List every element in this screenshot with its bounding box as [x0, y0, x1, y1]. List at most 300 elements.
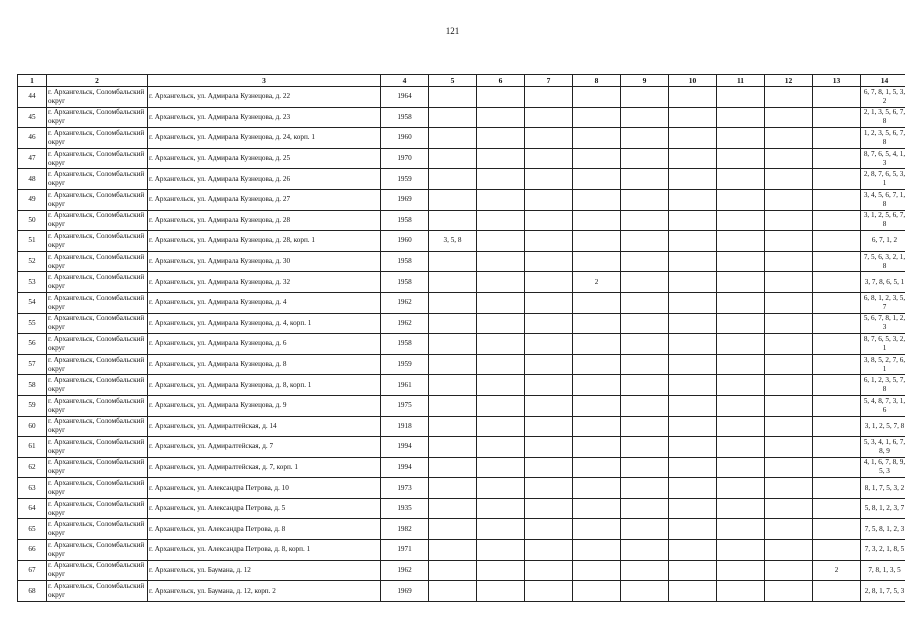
- col11-cell: [717, 169, 765, 190]
- col5-cell: [429, 334, 477, 355]
- col6-cell: [477, 540, 525, 561]
- col7-cell: [525, 107, 573, 128]
- year-cell: 1960: [381, 231, 429, 252]
- col8-cell: [573, 560, 621, 581]
- col13-cell: [813, 395, 861, 416]
- row-number: 66: [18, 540, 47, 561]
- col10-cell: [669, 334, 717, 355]
- col7-cell: [525, 272, 573, 293]
- table-row: [18, 416, 905, 437]
- col8-cell: [573, 478, 621, 499]
- col13-cell: [813, 87, 861, 108]
- col13-cell: [813, 169, 861, 190]
- address-cell: г. Архангельск, ул. Адмирала Кузнецова, д. 4: [148, 292, 381, 313]
- row-number: 48: [18, 169, 47, 190]
- col6-cell: [477, 87, 525, 108]
- row-number: 45: [18, 107, 47, 128]
- col14-cell: 8, 1, 7, 5, 3, 2: [861, 478, 905, 499]
- year-cell: 1959: [381, 354, 429, 375]
- col5-cell: [429, 87, 477, 108]
- col10-cell: [669, 457, 717, 478]
- district-cell: г. Архангельск, Соломбальский округ: [47, 210, 148, 231]
- row-number: 63: [18, 478, 47, 499]
- row-number: 57: [18, 354, 47, 375]
- column-header-8: 8: [573, 75, 621, 87]
- district-cell: г. Архангельск, Соломбальский округ: [47, 437, 148, 458]
- row-number: 44: [18, 87, 47, 108]
- col13-cell: [813, 498, 861, 519]
- col10-cell: [669, 375, 717, 396]
- col5-cell: [429, 540, 477, 561]
- col12-cell: [765, 560, 813, 581]
- col5-cell: 3, 5, 8: [429, 231, 477, 252]
- col7-cell: [525, 437, 573, 458]
- col8-cell: [573, 519, 621, 540]
- col10-cell: [669, 581, 717, 602]
- col13-cell: [813, 416, 861, 437]
- district-cell: г. Архангельск, Соломбальский округ: [47, 581, 148, 602]
- col9-cell: [621, 416, 669, 437]
- col7-cell: [525, 334, 573, 355]
- year-cell: 1973: [381, 478, 429, 499]
- col10-cell: [669, 148, 717, 169]
- col14-cell: 2, 1, 3, 5, 6, 7, 8: [861, 107, 905, 128]
- col5-cell: [429, 395, 477, 416]
- col6-cell: [477, 251, 525, 272]
- col9-cell: [621, 210, 669, 231]
- year-cell: 1959: [381, 169, 429, 190]
- col9-cell: [621, 313, 669, 334]
- year-cell: 1962: [381, 560, 429, 581]
- col14-cell: 7, 5, 8, 1, 2, 3: [861, 519, 905, 540]
- page-number: 121: [445, 26, 460, 36]
- district-cell: г. Архангельск, Соломбальский округ: [47, 354, 148, 375]
- column-header-14: 14: [861, 75, 905, 87]
- col11-cell: [717, 148, 765, 169]
- col14-cell: 8, 7, 6, 5, 4, 1, 3: [861, 148, 905, 169]
- col11-cell: [717, 457, 765, 478]
- address-cell: г. Архангельск, ул. Адмирала Кузнецова, д. 32: [148, 272, 381, 293]
- column-header-1: 1: [18, 75, 47, 87]
- col8-cell: [573, 457, 621, 478]
- table-row: [18, 395, 905, 416]
- col6-cell: [477, 334, 525, 355]
- col14-cell: 4, 1, 6, 7, 8, 9, 5, 3: [861, 457, 905, 478]
- col13-cell: [813, 107, 861, 128]
- district-cell: г. Архангельск, Соломбальский округ: [47, 169, 148, 190]
- col7-cell: [525, 395, 573, 416]
- col13-cell: [813, 581, 861, 602]
- address-cell: г. Архангельск, ул. Адмирала Кузнецова, д. 28, корп. 1: [148, 231, 381, 252]
- row-number: 52: [18, 251, 47, 272]
- year-cell: 1970: [381, 148, 429, 169]
- col7-cell: [525, 87, 573, 108]
- col13-cell: [813, 313, 861, 334]
- table-row: [18, 231, 905, 252]
- col10-cell: [669, 519, 717, 540]
- col14-cell: 3, 8, 5, 2, 7, 6, 1: [861, 354, 905, 375]
- district-cell: г. Архангельск, Соломбальский округ: [47, 189, 148, 210]
- column-header-13: 13: [813, 75, 861, 87]
- col10-cell: [669, 560, 717, 581]
- col5-cell: [429, 148, 477, 169]
- year-cell: 1994: [381, 437, 429, 458]
- year-cell: 1958: [381, 251, 429, 272]
- col12-cell: [765, 313, 813, 334]
- col8-cell: [573, 292, 621, 313]
- col7-cell: [525, 354, 573, 375]
- table-row: [18, 292, 905, 313]
- col5-cell: [429, 519, 477, 540]
- col6-cell: [477, 189, 525, 210]
- district-cell: г. Архангельск, Соломбальский округ: [47, 272, 148, 293]
- col8-cell: [573, 148, 621, 169]
- col10-cell: [669, 354, 717, 375]
- col8-cell: [573, 498, 621, 519]
- col7-cell: [525, 416, 573, 437]
- col13-cell: [813, 354, 861, 375]
- table-row: [18, 128, 905, 149]
- header-row: [18, 75, 905, 87]
- col11-cell: [717, 478, 765, 499]
- table-row: [18, 519, 905, 540]
- col6-cell: [477, 457, 525, 478]
- col9-cell: [621, 457, 669, 478]
- row-number: 54: [18, 292, 47, 313]
- address-cell: г. Архангельск, ул. Адмирала Кузнецова, д. 30: [148, 251, 381, 272]
- row-number: 65: [18, 519, 47, 540]
- col10-cell: [669, 251, 717, 272]
- col5-cell: [429, 478, 477, 499]
- table-header: [18, 75, 905, 87]
- col6-cell: [477, 519, 525, 540]
- district-cell: г. Архангельск, Соломбальский округ: [47, 519, 148, 540]
- col12-cell: [765, 210, 813, 231]
- col10-cell: [669, 128, 717, 149]
- col6-cell: [477, 375, 525, 396]
- district-cell: г. Архангельск, Соломбальский округ: [47, 498, 148, 519]
- col12-cell: [765, 519, 813, 540]
- col10-cell: [669, 210, 717, 231]
- col12-cell: [765, 292, 813, 313]
- column-header-10: 10: [669, 75, 717, 87]
- district-cell: г. Архангельск, Соломбальский округ: [47, 457, 148, 478]
- col14-cell: 5, 3, 4, 1, 6, 7, 8, 9: [861, 437, 905, 458]
- col14-cell: 5, 6, 7, 8, 1, 2, 3: [861, 313, 905, 334]
- col10-cell: [669, 169, 717, 190]
- col9-cell: [621, 251, 669, 272]
- col11-cell: [717, 272, 765, 293]
- year-cell: 1918: [381, 416, 429, 437]
- row-number: 50: [18, 210, 47, 231]
- address-cell: г. Архангельск, ул. Адмирала Кузнецова, д. 23: [148, 107, 381, 128]
- col12-cell: [765, 354, 813, 375]
- table-row: [18, 498, 905, 519]
- col7-cell: [525, 292, 573, 313]
- col13-cell: [813, 128, 861, 149]
- address-cell: г. Архангельск, ул. Адмирала Кузнецова, д. 8: [148, 354, 381, 375]
- address-cell: г. Архангельск, ул. Александра Петрова, д. 10: [148, 478, 381, 499]
- col5-cell: [429, 457, 477, 478]
- col14-cell: 8, 7, 6, 5, 3, 2, 1: [861, 334, 905, 355]
- address-cell: г. Архангельск, ул. Адмиралтейская, д. 14: [148, 416, 381, 437]
- row-number: 62: [18, 457, 47, 478]
- col11-cell: [717, 87, 765, 108]
- year-cell: 1969: [381, 581, 429, 602]
- col5-cell: [429, 416, 477, 437]
- col6-cell: [477, 478, 525, 499]
- table-body: [18, 87, 905, 602]
- col5-cell: [429, 560, 477, 581]
- col13-cell: [813, 334, 861, 355]
- col10-cell: [669, 498, 717, 519]
- address-cell: г. Архангельск, ул. Адмирала Кузнецова, д. 8, корп. 1: [148, 375, 381, 396]
- col10-cell: [669, 189, 717, 210]
- col8-cell: [573, 87, 621, 108]
- col8-cell: [573, 313, 621, 334]
- col6-cell: [477, 292, 525, 313]
- col12-cell: [765, 334, 813, 355]
- col11-cell: [717, 210, 765, 231]
- col10-cell: [669, 437, 717, 458]
- col11-cell: [717, 375, 765, 396]
- col11-cell: [717, 540, 765, 561]
- address-cell: г. Архангельск, ул. Александра Петрова, д. 5: [148, 498, 381, 519]
- col12-cell: [765, 148, 813, 169]
- row-number: 55: [18, 313, 47, 334]
- row-number: 64: [18, 498, 47, 519]
- col14-cell: 3, 1, 2, 5, 7, 8: [861, 416, 905, 437]
- district-cell: г. Архангельск, Соломбальский округ: [47, 313, 148, 334]
- col14-cell: 3, 4, 5, 6, 7, 1, 8: [861, 189, 905, 210]
- district-cell: г. Архангельск, Соломбальский округ: [47, 292, 148, 313]
- column-header-12: 12: [765, 75, 813, 87]
- col12-cell: [765, 416, 813, 437]
- col5-cell: [429, 375, 477, 396]
- address-cell: г. Архангельск, ул. Адмиралтейская, д. 7, корп. 1: [148, 457, 381, 478]
- col11-cell: [717, 189, 765, 210]
- col14-cell: 2, 8, 7, 6, 5, 3, 1: [861, 169, 905, 190]
- address-cell: г. Архангельск, ул. Александра Петрова, д. 8: [148, 519, 381, 540]
- col14-cell: 3, 1, 2, 5, 6, 7, 8: [861, 210, 905, 231]
- col11-cell: [717, 292, 765, 313]
- col11-cell: [717, 560, 765, 581]
- table-row: [18, 87, 905, 108]
- col11-cell: [717, 313, 765, 334]
- address-cell: г. Архангельск, ул. Адмирала Кузнецова, д. 25: [148, 148, 381, 169]
- col8-cell: [573, 395, 621, 416]
- col12-cell: [765, 128, 813, 149]
- col5-cell: [429, 251, 477, 272]
- col7-cell: [525, 231, 573, 252]
- col5-cell: [429, 292, 477, 313]
- col14-cell: 6, 8, 1, 2, 3, 5, 7: [861, 292, 905, 313]
- col13-cell: [813, 189, 861, 210]
- row-number: 68: [18, 581, 47, 602]
- col6-cell: [477, 395, 525, 416]
- address-cell: г. Архангельск, ул. Баумана, д. 12: [148, 560, 381, 581]
- district-cell: г. Архангельск, Соломбальский округ: [47, 478, 148, 499]
- col5-cell: [429, 210, 477, 231]
- address-cell: г. Архангельск, ул. Адмирала Кузнецова, д. 24, корп. 1: [148, 128, 381, 149]
- table-row: [18, 313, 905, 334]
- col9-cell: [621, 354, 669, 375]
- col9-cell: [621, 375, 669, 396]
- table-row: [18, 581, 905, 602]
- col13-cell: [813, 437, 861, 458]
- table-row: [18, 354, 905, 375]
- col5-cell: [429, 354, 477, 375]
- col14-cell: 3, 7, 8, 6, 5, 1: [861, 272, 905, 293]
- year-cell: 1958: [381, 210, 429, 231]
- row-number: 49: [18, 189, 47, 210]
- col9-cell: [621, 292, 669, 313]
- column-header-9: 9: [621, 75, 669, 87]
- row-number: 67: [18, 560, 47, 581]
- col12-cell: [765, 272, 813, 293]
- col9-cell: [621, 498, 669, 519]
- district-cell: г. Архангельск, Соломбальский округ: [47, 334, 148, 355]
- row-number: 46: [18, 128, 47, 149]
- col12-cell: [765, 251, 813, 272]
- address-cell: г. Архангельск, ул. Адмирала Кузнецова, д. 9: [148, 395, 381, 416]
- col6-cell: [477, 128, 525, 149]
- col11-cell: [717, 231, 765, 252]
- table-row: [18, 334, 905, 355]
- col14-cell: 7, 3, 2, 1, 8, 5: [861, 540, 905, 561]
- col9-cell: [621, 540, 669, 561]
- table-row: [18, 251, 905, 272]
- address-cell: г. Архангельск, ул. Адмирала Кузнецова, д. 26: [148, 169, 381, 190]
- address-cell: г. Архангельск, ул. Адмирала Кузнецова, д. 4, корп. 1: [148, 313, 381, 334]
- col9-cell: [621, 560, 669, 581]
- col8-cell: [573, 169, 621, 190]
- col10-cell: [669, 395, 717, 416]
- col9-cell: [621, 148, 669, 169]
- col8-cell: [573, 210, 621, 231]
- col6-cell: [477, 581, 525, 602]
- district-cell: г. Архангельск, Соломбальский округ: [47, 87, 148, 108]
- col10-cell: [669, 107, 717, 128]
- col11-cell: [717, 128, 765, 149]
- col13-cell: [813, 251, 861, 272]
- district-cell: г. Архангельск, Соломбальский округ: [47, 375, 148, 396]
- column-header-11: 11: [717, 75, 765, 87]
- col12-cell: [765, 395, 813, 416]
- col5-cell: [429, 272, 477, 293]
- col10-cell: [669, 272, 717, 293]
- year-cell: 1962: [381, 292, 429, 313]
- row-number: 51: [18, 231, 47, 252]
- address-cell: г. Архангельск, ул. Адмирала Кузнецова, д. 27: [148, 189, 381, 210]
- col6-cell: [477, 313, 525, 334]
- col9-cell: [621, 272, 669, 293]
- col12-cell: [765, 189, 813, 210]
- col6-cell: [477, 107, 525, 128]
- col12-cell: [765, 437, 813, 458]
- district-cell: г. Архангельск, Соломбальский округ: [47, 148, 148, 169]
- row-number: 60: [18, 416, 47, 437]
- year-cell: 1935: [381, 498, 429, 519]
- column-header-4: 4: [381, 75, 429, 87]
- col14-cell: 5, 4, 8, 7, 3, 1, 6: [861, 395, 905, 416]
- column-header-7: 7: [525, 75, 573, 87]
- col11-cell: [717, 251, 765, 272]
- table-row: [18, 375, 905, 396]
- row-number: 61: [18, 437, 47, 458]
- col13-cell: [813, 457, 861, 478]
- address-cell: г. Архангельск, ул. Адмирала Кузнецова, д. 28: [148, 210, 381, 231]
- col10-cell: [669, 478, 717, 499]
- col12-cell: [765, 581, 813, 602]
- col11-cell: [717, 334, 765, 355]
- address-cell: г. Архангельск, ул. Адмирала Кузнецова, д. 22: [148, 87, 381, 108]
- col5-cell: [429, 107, 477, 128]
- col7-cell: [525, 498, 573, 519]
- col11-cell: [717, 519, 765, 540]
- col11-cell: [717, 581, 765, 602]
- col7-cell: [525, 128, 573, 149]
- col5-cell: [429, 437, 477, 458]
- year-cell: 1962: [381, 313, 429, 334]
- address-cell: г. Архангельск, ул. Александра Петрова, д. 8, корп. 1: [148, 540, 381, 561]
- year-cell: 1961: [381, 375, 429, 396]
- row-number: 59: [18, 395, 47, 416]
- col7-cell: [525, 189, 573, 210]
- col7-cell: [525, 478, 573, 499]
- col7-cell: [525, 581, 573, 602]
- col12-cell: [765, 498, 813, 519]
- col11-cell: [717, 498, 765, 519]
- address-cell: г. Архангельск, ул. Баумана, д. 12, корп. 2: [148, 581, 381, 602]
- table-row: [18, 189, 905, 210]
- col12-cell: [765, 375, 813, 396]
- col11-cell: [717, 437, 765, 458]
- row-number: 58: [18, 375, 47, 396]
- col6-cell: [477, 272, 525, 293]
- col11-cell: [717, 395, 765, 416]
- col8-cell: [573, 354, 621, 375]
- year-cell: 1964: [381, 87, 429, 108]
- col5-cell: [429, 169, 477, 190]
- col14-cell: 6, 1, 2, 3, 5, 7, 8: [861, 375, 905, 396]
- table-row: [18, 540, 905, 561]
- district-cell: г. Архангельск, Соломбальский округ: [47, 560, 148, 581]
- year-cell: 1975: [381, 395, 429, 416]
- col10-cell: [669, 231, 717, 252]
- table-row: [18, 107, 905, 128]
- col6-cell: [477, 169, 525, 190]
- col13-cell: [813, 231, 861, 252]
- col11-cell: [717, 416, 765, 437]
- col8-cell: [573, 416, 621, 437]
- housing-registry-table: [17, 74, 905, 602]
- col6-cell: [477, 437, 525, 458]
- col8-cell: [573, 231, 621, 252]
- col13-cell: [813, 272, 861, 293]
- col7-cell: [525, 560, 573, 581]
- year-cell: 1958: [381, 107, 429, 128]
- col5-cell: [429, 498, 477, 519]
- col8-cell: [573, 437, 621, 458]
- col14-cell: 7, 5, 6, 3, 2, 1, 8: [861, 251, 905, 272]
- col5-cell: [429, 189, 477, 210]
- col8-cell: [573, 189, 621, 210]
- col6-cell: [477, 210, 525, 231]
- col14-cell: 1, 2, 3, 5, 6, 7, 8: [861, 128, 905, 149]
- col5-cell: [429, 581, 477, 602]
- col14-cell: 6, 7, 8, 1, 5, 3, 2: [861, 87, 905, 108]
